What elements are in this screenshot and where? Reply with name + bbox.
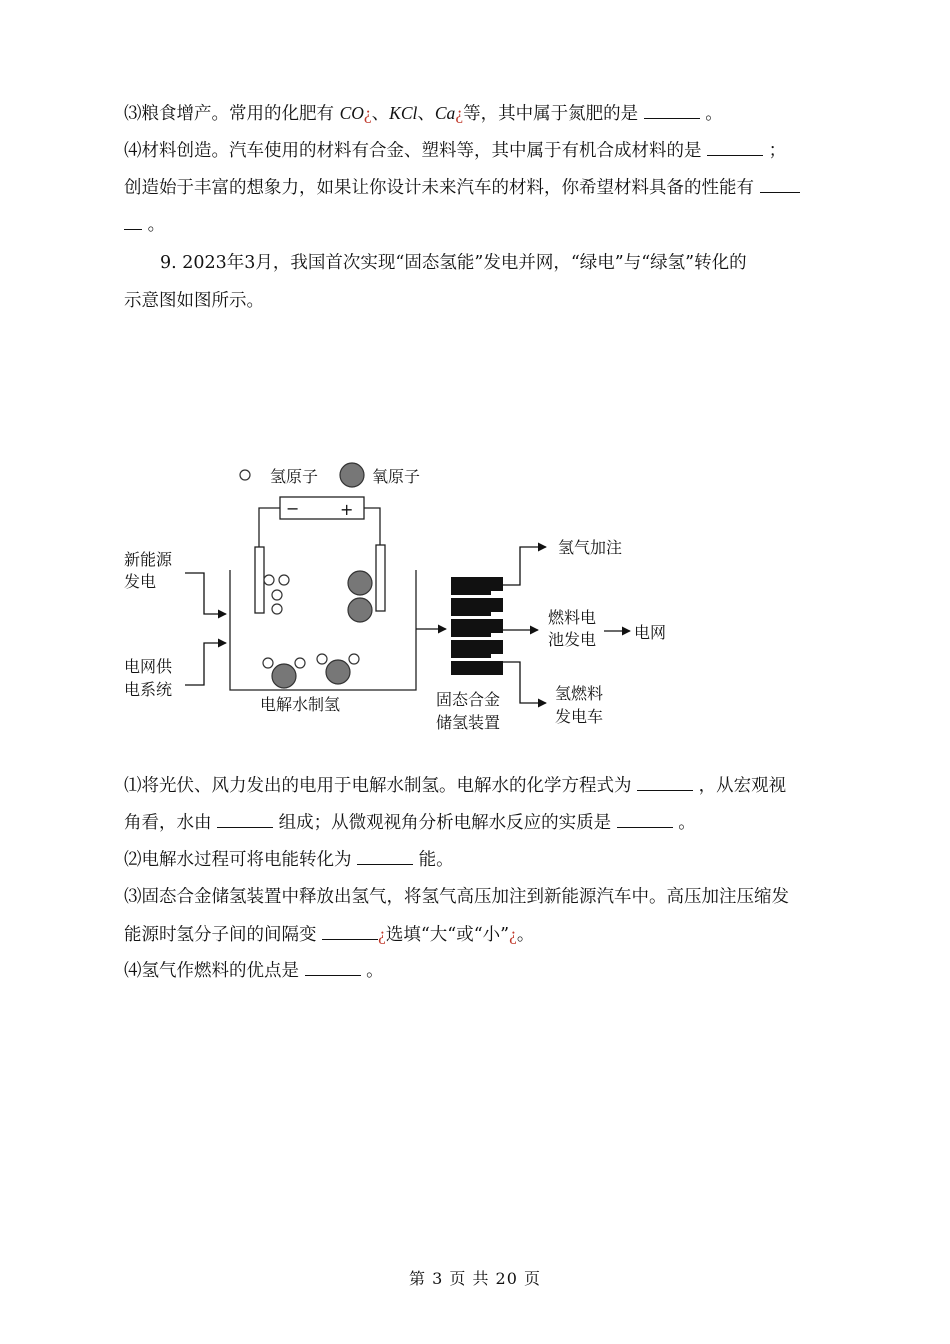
answer-blank[interactable] <box>305 961 361 976</box>
output-fuelcell-line1: 燃料电 <box>548 608 597 627</box>
legend-oxygen-label: 氧原子 <box>372 467 421 486</box>
electrolysis-diagram <box>118 455 718 745</box>
storage-label-line2: 储氢装置 <box>436 713 501 732</box>
hydrogen-atom-legend <box>240 470 250 480</box>
q9-part3-line1: ⑶固态合金储氢装置中释放出氢气，将氢气高压加注到新能源汽车中。高压加注压缩发 <box>124 887 789 907</box>
hydrogen-storage-device <box>451 577 503 675</box>
input-renewable-line1: 新能源 <box>124 550 173 569</box>
q8-part3: ⑶粮食增产。常用的化肥有 CO¿、KCl、Ca¿等，其中属于氮肥的是 。 <box>124 103 723 124</box>
q9-part2: ⑵电解水过程可将电能转化为 能。 <box>124 850 454 870</box>
answer-blank[interactable] <box>617 813 673 828</box>
tank-label: 电解水制氢 <box>260 695 341 714</box>
answer-blank[interactable] <box>707 141 763 156</box>
q8-part4-line1: ⑷材料创造。汽车使用的材料有合金、塑料等，其中属于有机合成材料的是 ； <box>124 141 787 161</box>
hydrogen-atom <box>272 590 282 600</box>
battery-minus: − <box>286 499 300 518</box>
input-renewable-line2: 发电 <box>124 572 157 591</box>
electrode-positive <box>376 545 385 611</box>
hydrogen-atom <box>264 575 274 585</box>
hydrogen-atom <box>279 575 289 585</box>
oxygen-atom-legend <box>340 463 364 487</box>
answer-blank[interactable] <box>322 925 378 940</box>
legend-hydrogen-label: 氢原子 <box>270 467 319 486</box>
q9-part3-line2: 能源时氢分子间的间隔变 ¿选填“大“或“小”¿。 <box>124 924 535 945</box>
hydrogen-atom <box>272 604 282 614</box>
output-vehicle-line2: 发电车 <box>555 707 604 726</box>
water-hydrogen-atom <box>295 658 305 668</box>
answer-blank[interactable] <box>760 178 800 193</box>
q9-part1-line1: ⑴将光伏、风力发出的电用于电解水制氢。电解水的化学方程式为 ，从宏观视 <box>124 776 787 796</box>
answer-blank[interactable] <box>357 850 413 865</box>
answer-blank[interactable] <box>217 813 273 828</box>
water-hydrogen-atom <box>263 658 273 668</box>
oxygen-atom <box>348 571 372 595</box>
wire-right <box>364 508 380 545</box>
output-grid-label: 电网 <box>634 623 667 642</box>
water-hydrogen-atom <box>317 654 327 664</box>
arrow-grid <box>185 643 226 685</box>
output-vehicle-line1: 氢燃料 <box>555 684 604 703</box>
water-hydrogen-atom <box>349 654 359 664</box>
output-refuel-label: 氢气加注 <box>558 538 623 557</box>
answer-blank[interactable] <box>644 104 700 119</box>
arrow-out-refuel <box>503 547 546 585</box>
oxygen-atom <box>348 598 372 622</box>
battery-plus: + <box>340 500 354 519</box>
arrow-renewable <box>185 573 226 614</box>
water-oxygen-atom <box>326 660 350 684</box>
input-grid-line2: 电系统 <box>124 680 173 699</box>
water-oxygen-atom <box>272 664 296 688</box>
answer-blank[interactable] <box>637 776 693 791</box>
output-fuelcell-line2: 池发电 <box>548 630 597 649</box>
electrode-negative <box>255 547 264 613</box>
answer-blank[interactable] <box>124 215 142 230</box>
q8-part4-line3: 。 <box>124 214 165 236</box>
wire-left <box>259 508 280 547</box>
q9-part4: ⑷氢气作燃料的优点是 。 <box>124 961 384 981</box>
page-footer: 第 3 页 共 20 页 <box>409 1269 541 1288</box>
q8-part4-line2: 创造始于丰富的想象力，如果让你设计未来汽车的材料，你希望材料具备的性能有 <box>124 177 800 199</box>
q9-intro-line2: 示意图如图所示。 <box>124 291 264 311</box>
q9-intro-line1: 9. 2023年3月，我国首次实现“固态氢能”发电并网，“绿电”与“绿氢”转化的 <box>160 253 747 273</box>
q9-part1-line2: 角看，水由 组成；从微观视角分析电解水反应的实质是 。 <box>124 813 696 833</box>
arrow-out-vehicle <box>503 662 546 703</box>
input-grid-line1: 电网供 <box>124 657 173 676</box>
storage-label-line1: 固态合金 <box>436 690 501 709</box>
